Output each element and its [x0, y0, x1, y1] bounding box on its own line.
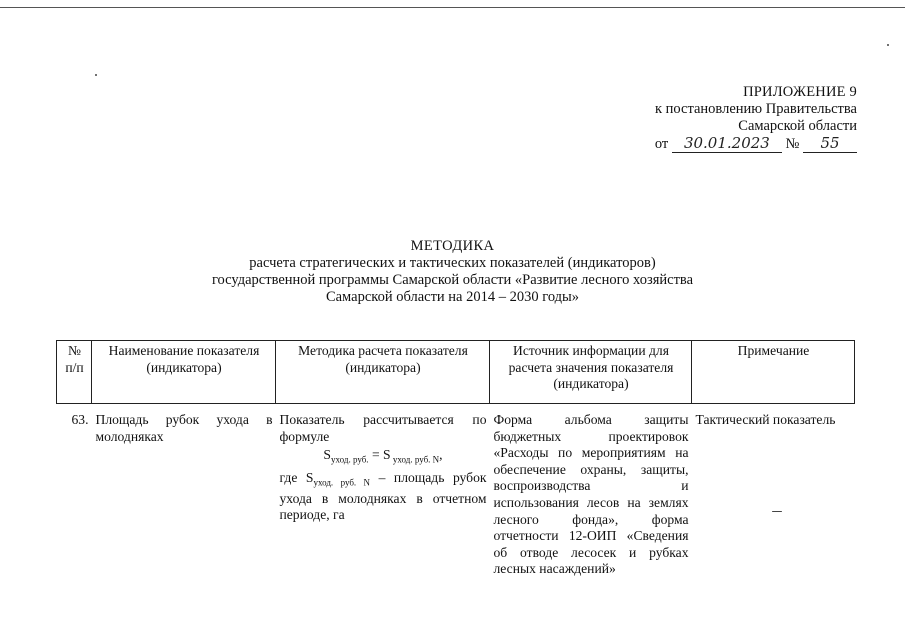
heading-line: Самарской области на 2014 – 2030 годы» [325, 289, 580, 305]
header-note: Примечание [692, 341, 855, 404]
heading-title: МЕТОДИКА [410, 238, 495, 254]
handwritten-number: 55 [803, 135, 857, 153]
row-note: Тактический показатель [695, 412, 836, 427]
appendix-date-row [655, 135, 857, 153]
header-source: Источник информации для расчета значения показателя (индикатора) [490, 341, 692, 404]
scan-speck [95, 74, 97, 76]
appendix-line: к постановлению Правительства [655, 101, 857, 117]
header-method: Методика расчета показателя (индикатора) [276, 341, 490, 404]
table-row [57, 404, 855, 580]
scan-edge-line [0, 7, 905, 8]
scan-speck [887, 44, 889, 46]
row-source: Форма альбома защиты бюджетных проектировок «Расходы по мероприятиям на обеспечение охраны, защиты, воспроизводства и использования лесов на землях лесного фонда», форма отчетности 12-ОИП «Сведения об отводе лесосек и рубках лесных насаждений» [493, 412, 689, 577]
formula-end: , [439, 447, 443, 463]
heading-line: расчета стратегических и тактических показателей (индикаторов) [249, 255, 656, 271]
appendix-block [655, 84, 857, 153]
formula-s: S [323, 447, 331, 463]
row-method [276, 404, 490, 580]
header-name: Наименование показателя (индикатора) [92, 341, 276, 404]
handwritten-date: 30.01.2023 [672, 135, 782, 153]
number-label: № [785, 136, 800, 152]
where-post: – площадь рубок ухода в молодняках в отчетном периоде, га [279, 469, 487, 523]
appendix-line: Самарской области [738, 118, 857, 134]
heading-line: государственной программы Самарской области «Развитие лесного хозяйства [211, 272, 694, 288]
header-num: № п/п [57, 341, 92, 404]
method-intro: Показатель рассчитывается по формуле [279, 412, 487, 444]
document-heading [0, 238, 905, 306]
where-sub: уход. руб. N [313, 477, 371, 488]
where-pre: где S [279, 469, 314, 485]
method-where [280, 470, 487, 525]
formula-sub: уход. руб. [330, 454, 369, 465]
row-num: 63. [71, 412, 89, 427]
formula [280, 447, 487, 468]
formula-sub: уход. руб. N [390, 454, 440, 465]
methodology-table [56, 340, 855, 580]
formula-eq: = S [368, 447, 391, 463]
appendix-title: ПРИЛОЖЕНИЕ 9 [743, 84, 857, 100]
from-label: от [654, 136, 669, 152]
row-name: Площадь рубок ухода в молодняках [95, 412, 273, 444]
table-header-row [57, 341, 855, 404]
